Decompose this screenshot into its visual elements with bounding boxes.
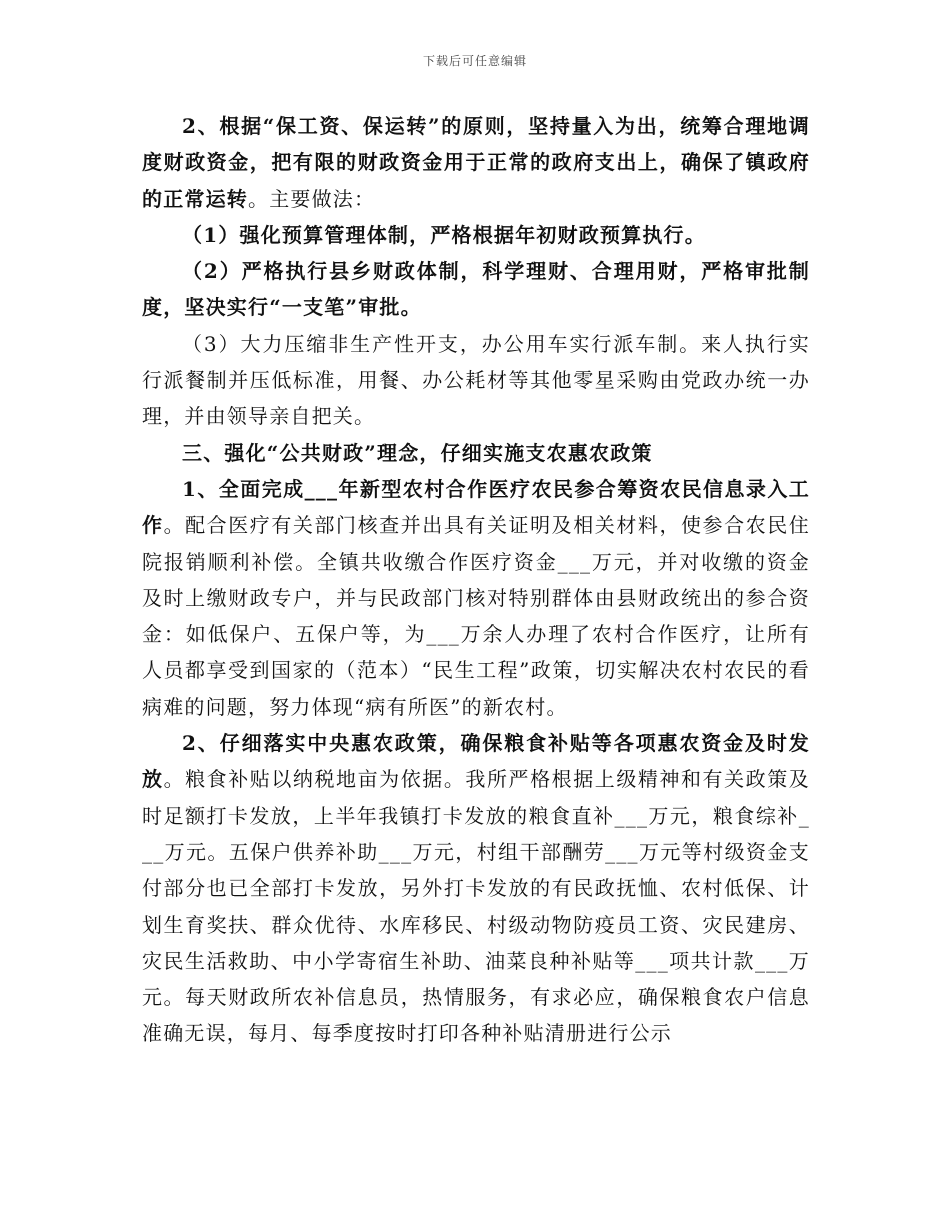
paragraph-1-normal: 。主要做法： <box>248 186 376 211</box>
paragraph-7-bold: 2、仔细落实中央惠农政策，确保粮食补贴等各项惠农资金及时发放 <box>142 731 810 792</box>
page-header-note: 下载后可任意编辑 <box>422 54 527 68</box>
document-body <box>142 108 810 1052</box>
paragraph-6-normal: 。配合医疗有关部门核查并出具有关证明及相关材料，使参合农民住院报销顺利补偿。全镇共收缴合作医疗资金___万元，并对收缴的资金及时上缴财政专户，并与民政部门核对特别群体由县财政统出的参合资金：如低保户、五保户等，为___万余人办理了农村合作医疗，让所有人员都享受到国家的（范本）“民生工程”政策，切实解决农村农民的看病难的问题，努力体现“病有所医”的新农村。 <box>142 513 810 719</box>
paragraph-6 <box>142 471 810 725</box>
paragraph-4: （3）大力压缩非生产性开支，办公用车实行派车制。来人执行实行派餐制并压低标准，用餐、办公耗材等其他零星采购由党政办统一办理，并由领导亲自把关。 <box>142 331 810 429</box>
paragraph-1 <box>142 108 810 217</box>
paragraph-6-blank: ___ <box>304 476 339 501</box>
paragraph-2: （1）强化预算管理体制，严格根据年初财政预算执行。 <box>182 222 706 247</box>
paragraph-6-bold-b: 年新型农村合作医疗农民参合筹资农民信息录入工作 <box>142 476 810 538</box>
section-heading-3: 三、强化“公共财政”理念，仔细实施支农惠农政策 <box>182 440 653 465</box>
paragraph-6-bold-a: 1、全面完成 <box>182 476 305 501</box>
paragraph-3: （2）严格执行县乡财政体制，科学理财、合理用财，严格审批制度，坚决实行“一支笔”审批。 <box>142 259 810 320</box>
paragraph-7-normal: 。粮食补贴以纳税地亩为依据。我所严格根据上级精神和有关政策及时足额打卡发放，上半年我镇打卡发放的粮食直补___万元，粮食综补___万元。五保户供养补助___万元，村组干部酬劳___万元等村级资金支付部分也已全部打卡发放，另外打卡发放的有民政抚恤、农村低保、计划生育奖扶、群众优待、水库移民、村级动物防疫员工资、灾民建房、灾民生活救助、中小学寄宿生补助、油菜良种补贴等___项共计款___万元。每天财政所农补信息员，热情服务，有求必应，确保粮食农户信息准确无误，每月、每季度按时打印各种补贴清册进行公示 <box>142 767 810 1046</box>
paragraph-7 <box>142 725 810 1052</box>
paragraph-1-bold: 2、根据“保工资、保运转”的原则，坚持量入为出，统筹合理地调度财政资金，把有限的财政资金用于正常的政府支出上，确保了镇政府的正常运转 <box>142 114 810 211</box>
